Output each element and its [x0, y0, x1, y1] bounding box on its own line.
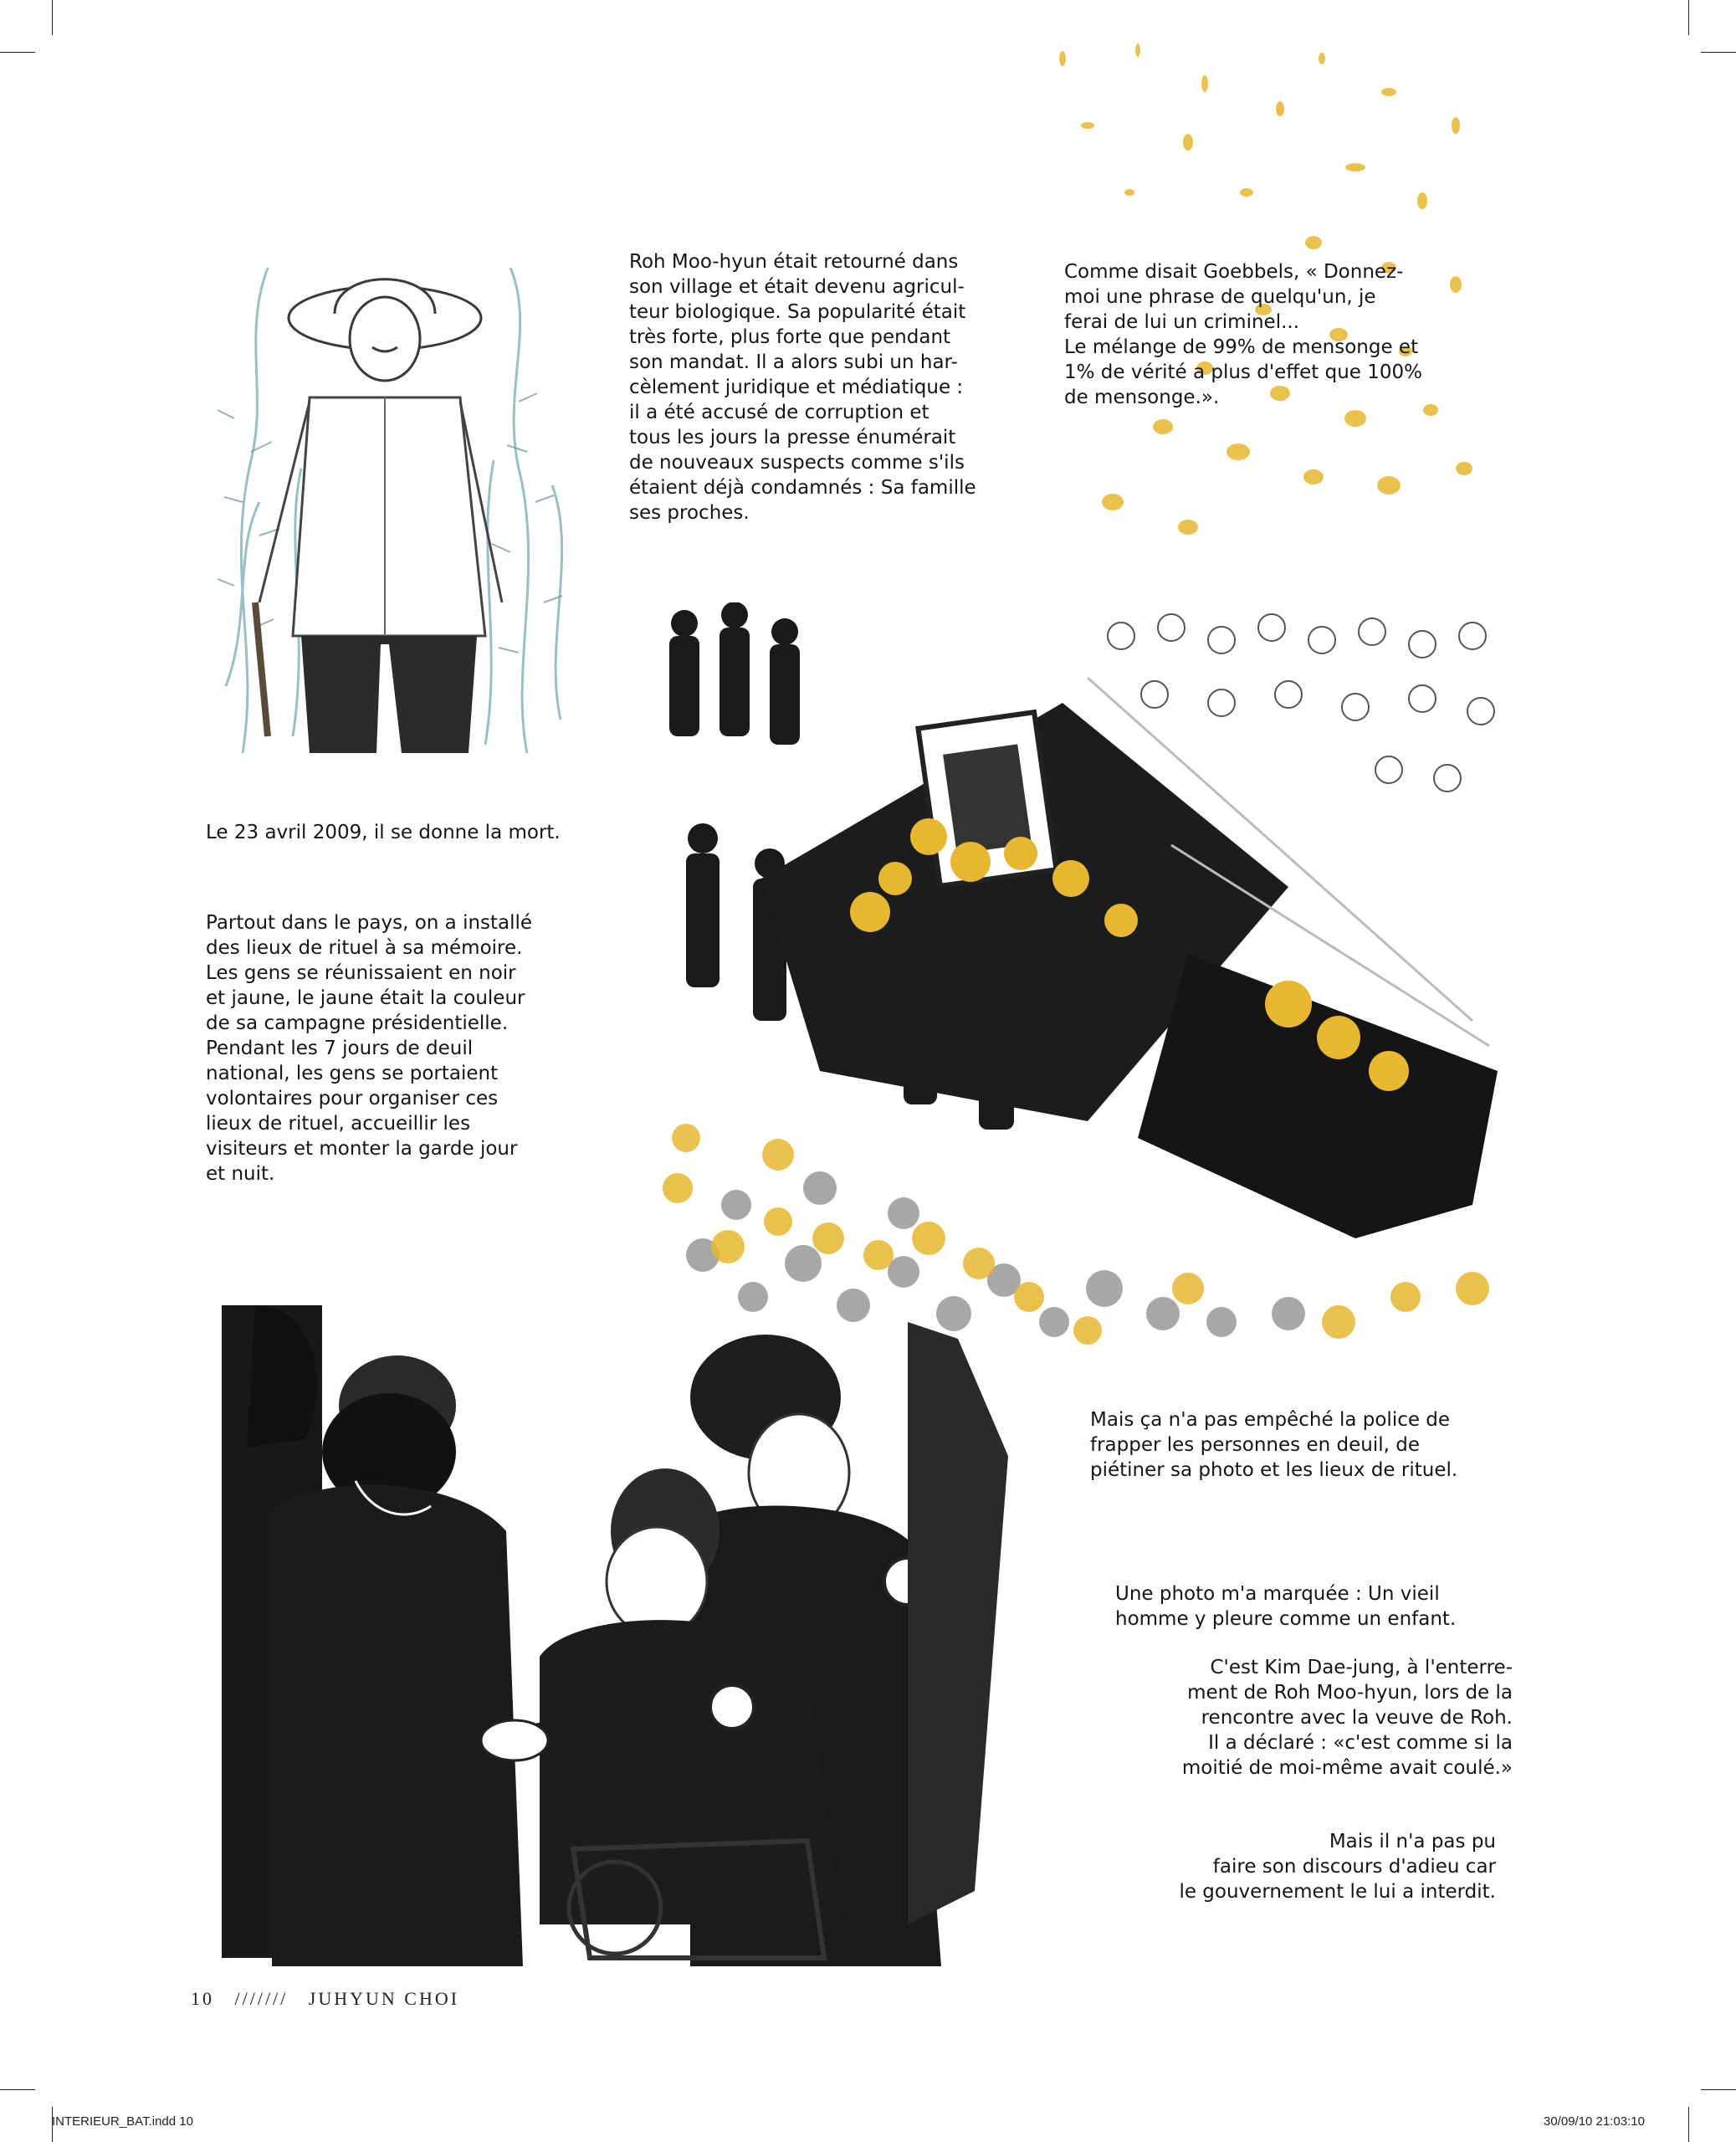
goebbels-quote-paragraph — [1064, 259, 1499, 410]
crop-mark-bottom-left-h — [0, 2089, 35, 2090]
goebbels-quote-text: Comme disait Goebbels, « Donnez- moi une phrase de quelqu'un, je ferai de lui un criminel... Le mélange de 99% de mensonge et 1% de vérité a plus d'effet que 100% de mensonge.». — [1064, 261, 1423, 408]
crop-mark-bottom-right-v — [1688, 2107, 1689, 2142]
crop-mark-top-right-v — [1688, 0, 1689, 35]
photo-paragraph — [1115, 1581, 1508, 1632]
discours-paragraph — [1103, 1829, 1496, 1904]
funeral-procession-illustration — [653, 602, 1523, 1347]
file-slug: INTERIEUR_BAT.indd 10 — [52, 2114, 193, 2129]
police-paragraph — [1090, 1407, 1525, 1483]
rituel-paragraph — [206, 910, 624, 1186]
roh-village-paragraph — [629, 249, 1064, 525]
roh-village-text: Roh Moo-hyun était retourné dans son village et était devenu agricul- teur biologique. Sa popularité était très forte, plus forte que pendant son mandat. Il a alors subi un har- cèlement juridique et médiatique : il a été accusé de corruption et tous les jours la presse énumérait de nouveaux suspects comme s'ils étaient déjà condamnés : Sa famille ses proches. — [629, 251, 976, 524]
police-text: Mais ça n'a pas empêché la police de frapper les personnes en deuil, de piétiner sa photo et les lieux de rituel. — [1090, 1409, 1458, 1481]
print-timestamp: 30/09/10 21:03:10 — [1544, 2114, 1645, 2129]
kim-dae-jung-text: C'est Kim Dae-jung, à l'enterre- ment de Roh Moo-hyun, lors de la rencontre avec la veuve de Roh. Il a déclaré : «c'est comme si la moitié de moi-même avait coulé.» — [1181, 1657, 1513, 1779]
crop-mark-bottom-right-h — [1701, 2089, 1736, 2090]
farmer-portrait-illustration — [209, 251, 594, 761]
page-number: 10 — [191, 1988, 214, 2009]
death-date-paragraph — [206, 820, 641, 845]
page-footer — [191, 1988, 459, 2010]
photo-text: Une photo m'a marquée : Un vieil homme y pleure comme un enfant. — [1115, 1583, 1457, 1630]
death-date-text: Le 23 avril 2009, il se donne la mort. — [206, 822, 561, 843]
rituel-text: Partout dans le pays, on a installé des lieux de rituel à sa mémoire. Les gens se réunissaient en noir et jaune, le jaune était la couleur de sa campagne présidentielle. Pendant les 7 jours de deuil national, les gens se portaient volontaires pour organiser ces lieux de rituel, accueillir les visiteurs et monter la garde jour et nuit. — [206, 912, 533, 1185]
footer-separator: /////// — [234, 1988, 289, 2009]
crop-mark-top-left-v — [52, 0, 53, 35]
discours-text: Mais il n'a pas pu faire son discours d'adieu car le gouvernement le lui a interdit. — [1179, 1831, 1496, 1903]
crop-mark-top-left-h — [0, 52, 35, 53]
crop-mark-top-right-h — [1701, 52, 1736, 53]
kim-dae-jung-meeting-illustration — [222, 1305, 1083, 1966]
author-name: JUHYUN CHOI — [308, 1988, 460, 2009]
kim-dae-jung-paragraph — [1119, 1655, 1513, 1781]
